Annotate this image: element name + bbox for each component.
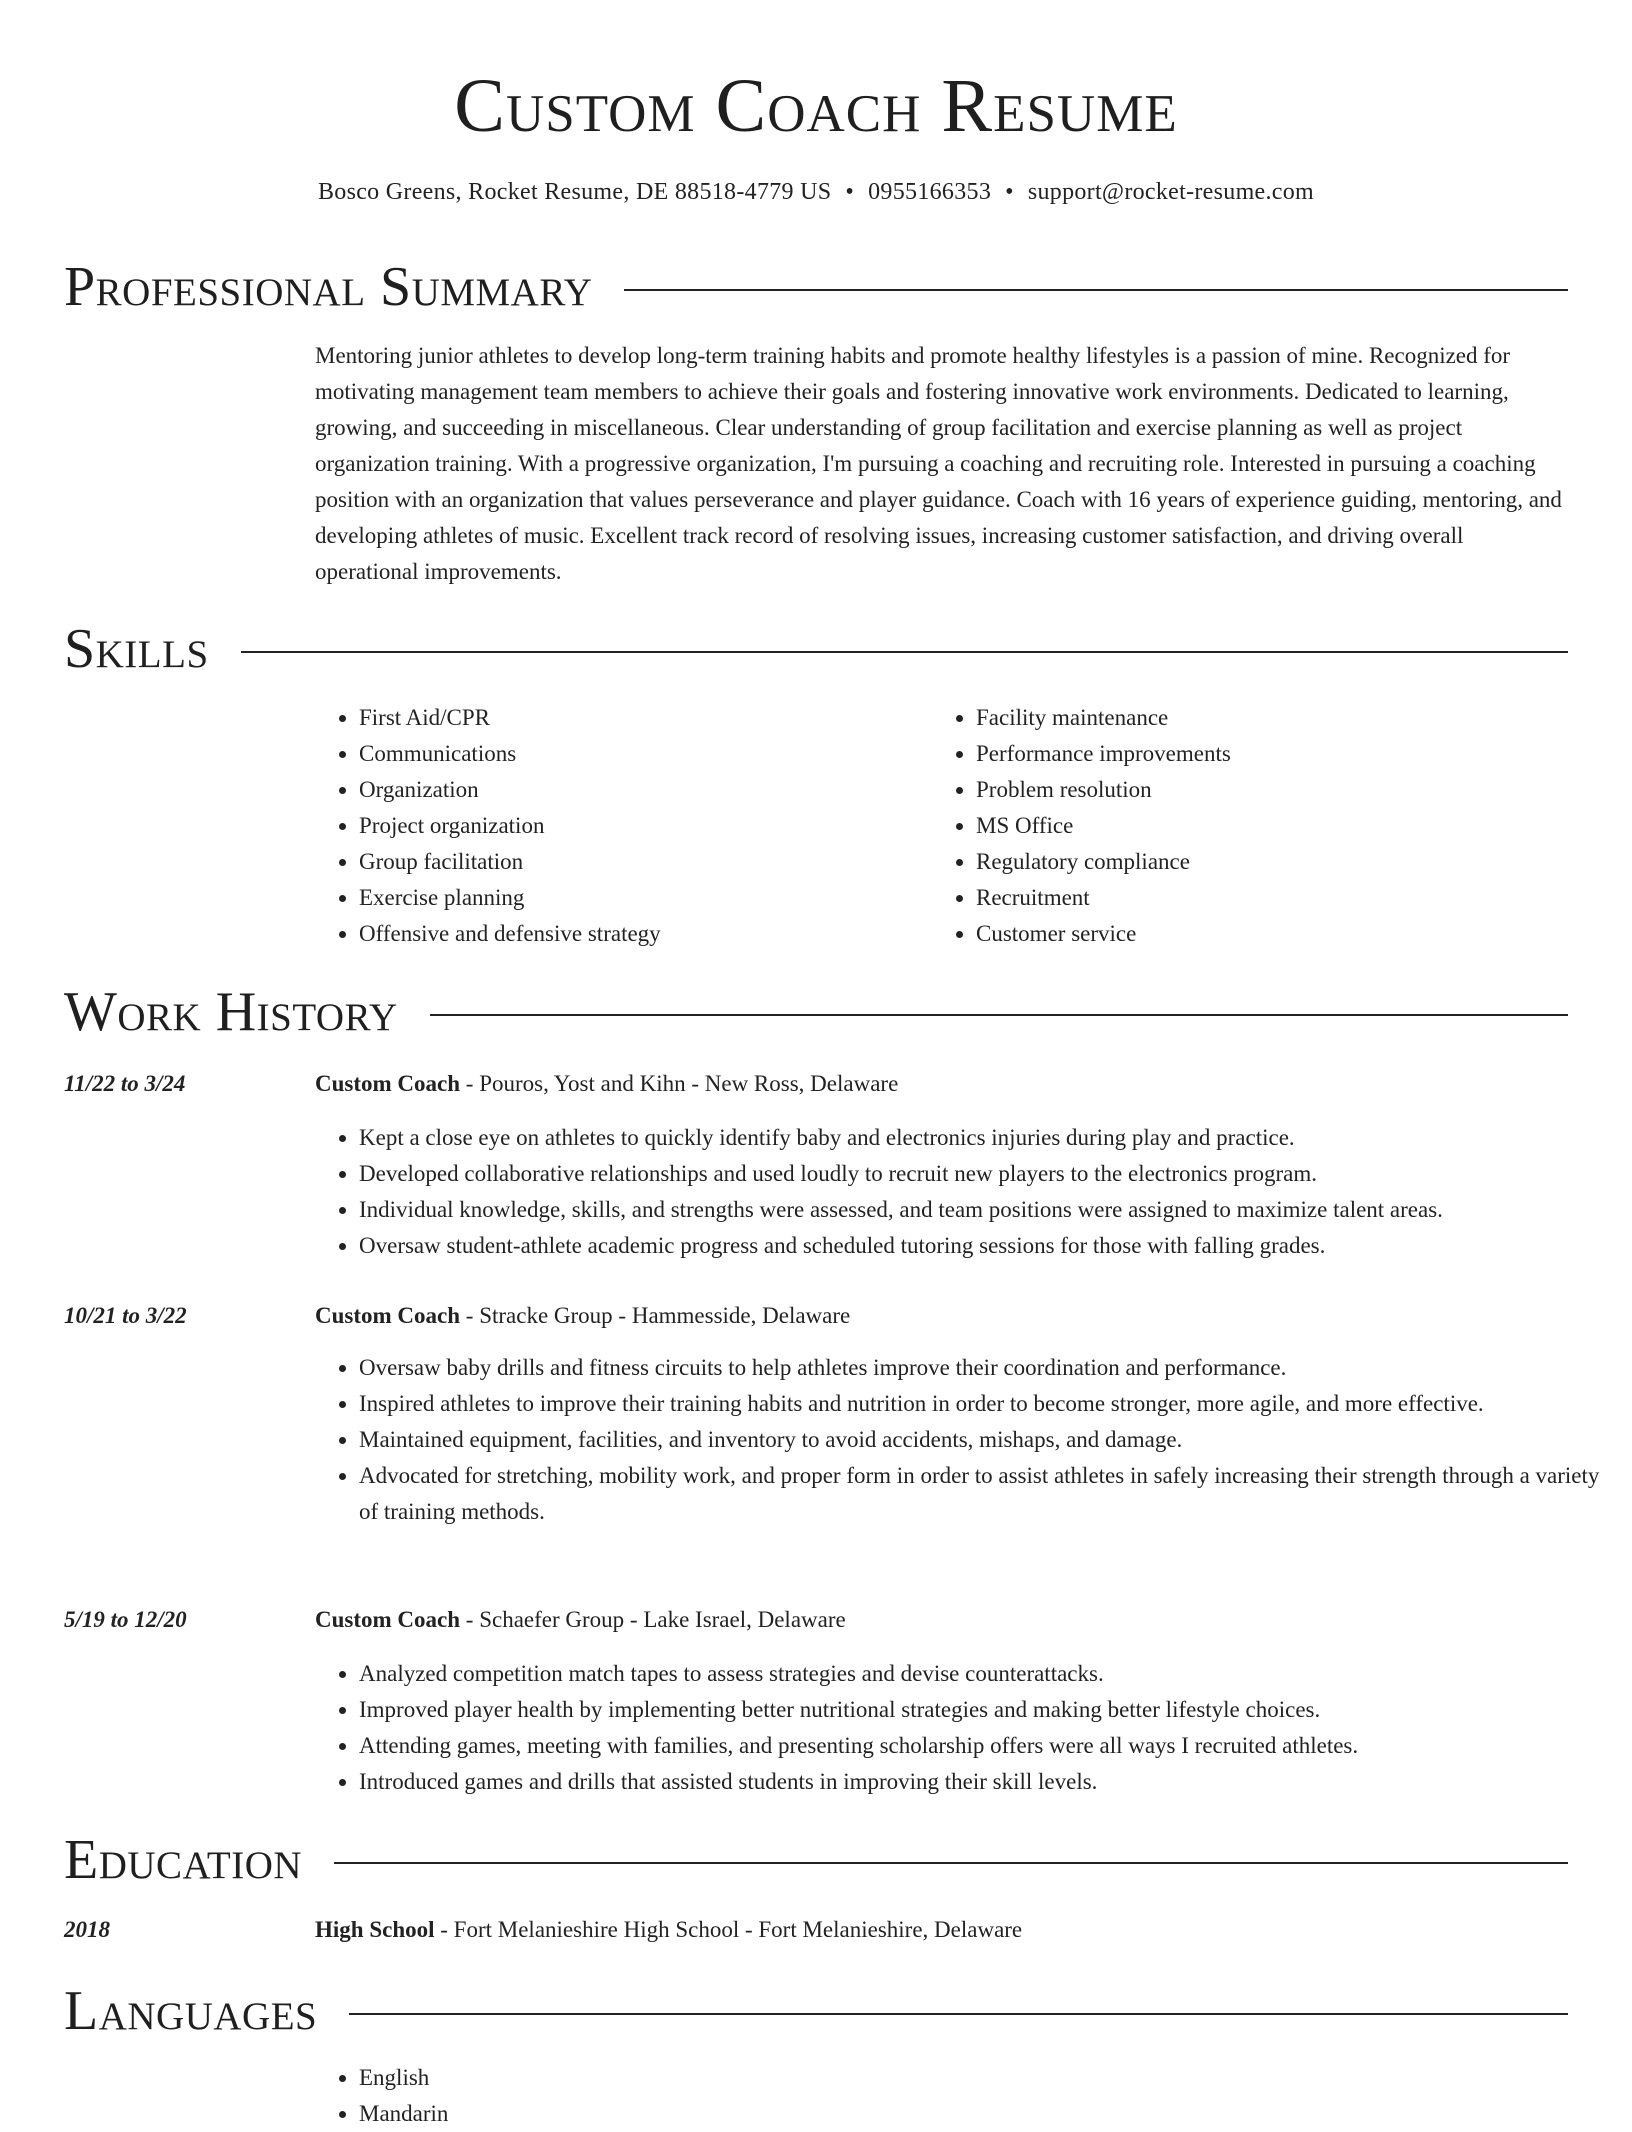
job-dates: 10/21 to 3/22 (64, 1303, 187, 1328)
skill-item: • Facility maintenance (976, 700, 1549, 736)
job-employer: - Schaefer Group - Lake Israel, Delaware (460, 1607, 846, 1632)
section-divider (430, 1014, 1568, 1016)
job-dates: 5/19 to 12/20 (64, 1607, 187, 1632)
skill-item: • Regulatory compliance (976, 844, 1549, 880)
job-heading (315, 1066, 1568, 1102)
job-dates: 11/22 to 3/24 (64, 1071, 186, 1096)
job-title: Custom Coach (315, 1071, 461, 1096)
skill-item: • Organization (359, 772, 932, 808)
skill-item: • Recruitment (976, 880, 1549, 916)
skill-item: • Communications (359, 736, 932, 772)
language-item: • English (359, 2060, 1612, 2096)
section-header-skills (64, 617, 1568, 681)
education-school: - Fort Melanieshire High School - Fort Melanieshire, Delaware (434, 1917, 1023, 1942)
skill-item: • Problem resolution (976, 772, 1549, 808)
job-title: Custom Coach (315, 1303, 461, 1328)
education-entry (315, 1912, 1568, 1948)
skills-list-right (932, 700, 1549, 952)
section-divider (241, 651, 1568, 653)
section-header-summary (64, 255, 1568, 319)
job-heading (315, 1298, 1568, 1334)
job-bullet: • Maintained equipment, facilities, and inventory to avoid accidents, mishaps, and damage. (359, 1422, 1612, 1458)
job-bullet: • Inspired athletes to improve their training habits and nutrition in order to become stronger, more agile, and more effective. (359, 1386, 1612, 1422)
job-bullet: • Introduced games and drills that assisted students in improving their skill levels. (359, 1764, 1612, 1800)
job-employer: - Pouros, Yost and Kihn - New Ross, Delaware (460, 1071, 899, 1096)
section-divider (349, 2013, 1568, 2015)
separator-dot: • (1005, 179, 1014, 205)
skill-item: • Group facilitation (359, 844, 932, 880)
section-title: Work History (64, 981, 398, 1043)
job-bullet: • Improved player health by implementing better nutritional strategies and making better lifestyle choices. (359, 1692, 1612, 1728)
job-employer: - Stracke Group - Hammesside, Delaware (460, 1303, 851, 1328)
section-title: Languages (64, 1980, 318, 2042)
skill-item: • Project organization (359, 808, 932, 844)
job-bullet: • Individual knowledge, skills, and strengths were assessed, and team positions were assigned to maximize talent areas. (359, 1192, 1612, 1228)
summary-text: Mentoring junior athletes to develop long-term training habits and promote healthy lifestyles is a passion of mine. Recognized for motivating management team members to achieve their goals and fostering innovative work environments. Dedicated to learning, growing, and succeeding in miscellaneous. Clear understanding of group facilitation and exercise planning as well as project organization training. With a progressive organization, I'm pursuing a coaching and recruiting role. Interested in pursuing a coaching position with an organization that values perseverance and player guidance. Coach with 16 years of experience guiding, mentoring, and developing athletes of music. Excellent track record of resolving issues, increasing customer satisfaction, and driving overall operational improvements. (315, 343, 1562, 584)
education-year: 2018 (64, 1917, 110, 1942)
section-divider (334, 1862, 1568, 1864)
job-bullet: • Attending games, meeting with families, and presenting scholarship offers were all ways I recruited athletes. (359, 1728, 1612, 1764)
skill-item: • Customer service (976, 916, 1549, 952)
resume-title: Custom Coach Resume (454, 64, 1178, 148)
separator-dot: • (845, 179, 855, 205)
contact-line (0, 174, 1632, 210)
phone: 0955166353 (868, 179, 992, 205)
languages-list (315, 2060, 1612, 2132)
job-bullet: • Oversaw baby drills and fitness circuits to help athletes improve their coordination and performance. (359, 1350, 1612, 1386)
skills-list-left (315, 700, 932, 952)
section-title: Education (64, 1829, 303, 1891)
section-header-education (64, 1828, 1568, 1892)
skill-item: • MS Office (976, 808, 1549, 844)
skills-columns (315, 700, 1568, 952)
section-divider (624, 289, 1568, 291)
job-heading (315, 1602, 1568, 1638)
education-degree: High School (315, 1917, 435, 1942)
address: Bosco Greens, Rocket Resume, DE 88518-4779 US (317, 179, 832, 205)
section-header-work-history (64, 980, 1568, 1044)
job-bullet: • Advocated for stretching, mobility work, and proper form in order to assist athletes in safely increasing their strength through a variety of training methods. (359, 1458, 1612, 1530)
skill-item: • First Aid/CPR (359, 700, 932, 736)
job-title: Custom Coach (315, 1607, 461, 1632)
section-header-languages (64, 1979, 1568, 2043)
job-bullets (315, 1120, 1612, 1264)
skill-item: • Offensive and defensive strategy (359, 916, 932, 952)
skill-item: • Exercise planning (359, 880, 932, 916)
job-bullet: • Analyzed competition match tapes to assess strategies and devise counterattacks. (359, 1656, 1612, 1692)
email: support@rocket-resume.com (1027, 179, 1315, 205)
section-title: Skills (64, 618, 209, 680)
job-bullet: • Kept a close eye on athletes to quickly identify baby and electronics injuries during play and practice. (359, 1120, 1612, 1156)
skill-item: • Performance improvements (976, 736, 1549, 772)
job-bullets (315, 1656, 1612, 1800)
job-bullet: • Oversaw student-athlete academic progress and scheduled tutoring sessions for those with falling grades. (359, 1228, 1612, 1264)
job-bullet: • Developed collaborative relationships and used loudly to recruit new players to the electronics program. (359, 1156, 1612, 1192)
job-bullets (315, 1350, 1612, 1530)
section-title: Professional Summary (64, 256, 593, 318)
language-item: • Mandarin (359, 2096, 1612, 2132)
